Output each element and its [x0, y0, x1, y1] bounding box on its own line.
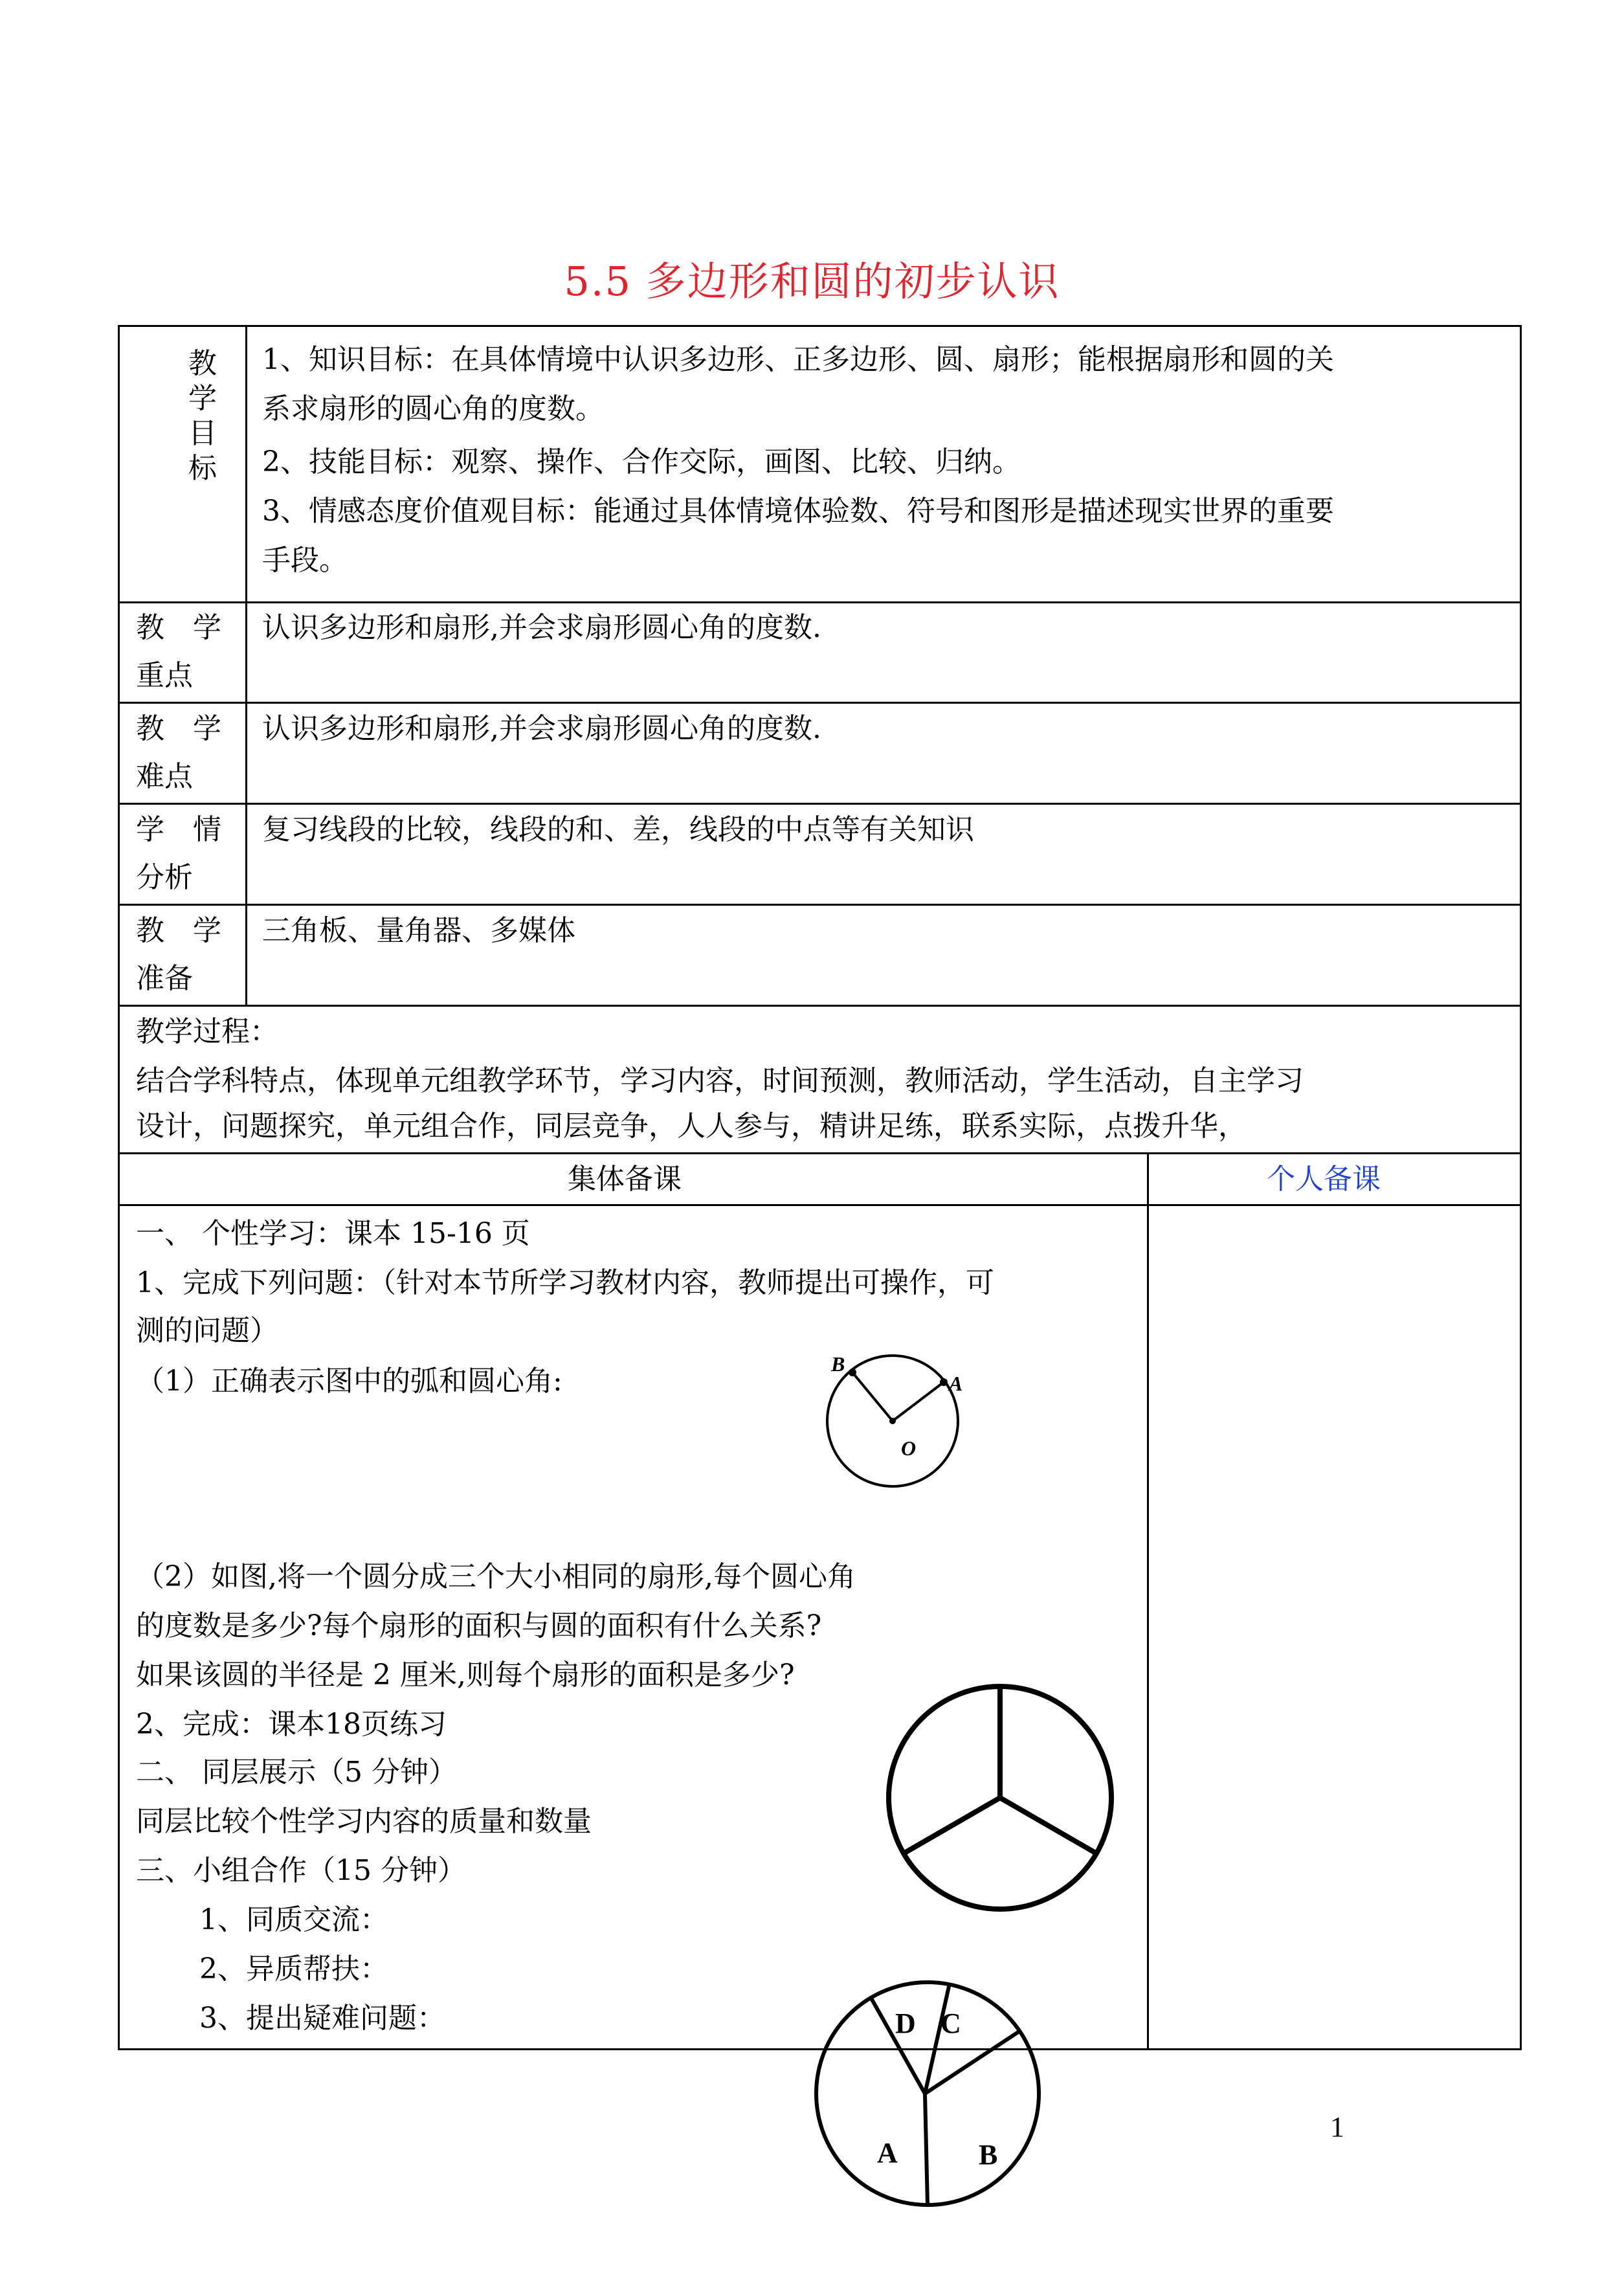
section-heading: 二、 同层展示（5 分钟）	[136, 1756, 457, 1789]
label-b: B	[979, 2139, 998, 2171]
four-sectors-figure	[812, 1974, 1052, 2214]
point-a	[940, 1378, 948, 1386]
question-text: 1、完成下列问题：（针对本节所学习教材内容，教师提出可操作，可	[136, 1266, 994, 1299]
label-o: O	[901, 1437, 917, 1460]
section-text: 同层比较个性学习内容的质量和数量	[136, 1805, 592, 1838]
goals-line: 1、知识目标：在具体情境中认识多边形、正多边形、圆、扇形；能根据扇形和圆的关	[262, 343, 1334, 376]
center-point	[889, 1418, 896, 1424]
label-a: A	[877, 2137, 898, 2169]
goals-line: 手段。	[262, 544, 348, 577]
three-sectors-figure	[880, 1678, 1120, 1918]
label-a: A	[949, 1372, 963, 1395]
goals-label-char: 标	[188, 452, 217, 485]
goals-label-char: 教	[188, 347, 217, 380]
sector-divider	[925, 2094, 928, 2205]
label-c: C	[940, 2008, 961, 2039]
step-text: 1、同质交流：	[199, 1903, 388, 1936]
row-divider	[118, 803, 1522, 805]
process-line: 设计，问题探究，单元组合作，同层竞争，人人参与，精讲足练，联系实际，点拨升华，	[136, 1110, 1247, 1143]
row-label: 难点	[136, 760, 193, 793]
row-content: 认识多边形和扇形,并会求扇形圆心角的度数.	[262, 611, 821, 644]
personal-header: 个人备课	[1267, 1163, 1381, 1196]
row-label: 教 学	[136, 914, 221, 947]
row-content: 三角板、量角器、多媒体	[262, 914, 575, 947]
question-text: 2、完成：课本18页练习	[136, 1708, 447, 1741]
row-divider	[118, 1152, 1522, 1154]
sector-divider	[1000, 1798, 1096, 1853]
page-title: 5.5 多边形和圆的初步认识	[564, 258, 1060, 305]
collective-header: 集体备课	[568, 1163, 682, 1196]
section-heading: 三、小组合作（15 分钟）	[136, 1854, 466, 1887]
step-text: 2、异质帮扶：	[199, 1952, 388, 1985]
row-label: 教 学	[136, 712, 221, 745]
table-border-left	[118, 325, 120, 2050]
radius-ob	[852, 1372, 893, 1421]
sector-divider	[925, 2031, 1020, 2094]
row-label: 重点	[136, 659, 193, 692]
point-b	[849, 1369, 856, 1376]
row-divider	[118, 1005, 1522, 1007]
column-divider	[1147, 1152, 1149, 2048]
question-text: （2）如图,将一个圆分成三个大小相同的扇形,每个圆心角	[136, 1560, 856, 1593]
row-divider	[118, 904, 1522, 906]
table-border-right	[1520, 325, 1522, 2050]
sector-divider	[904, 1798, 1000, 1853]
label-b: B	[831, 1352, 845, 1376]
label-d: D	[895, 2008, 916, 2039]
page-number: 1	[1330, 2111, 1344, 2143]
row-label: 分析	[136, 861, 193, 894]
row-label: 学 情	[136, 813, 221, 846]
table-border-top	[118, 325, 1522, 327]
radius-oa	[893, 1382, 944, 1421]
question-text: （1）正确表示图中的弧和圆心角:	[136, 1365, 562, 1398]
row-content: 复习线段的比较，线段的和、差，线段的中点等有关知识	[262, 813, 974, 846]
step-text: 3、提出疑难问题：	[199, 2002, 445, 2035]
question-text: 如果该圆的半径是 2 厘米,则每个扇形的面积是多少?	[136, 1659, 795, 1692]
goals-label-char: 学	[188, 382, 217, 415]
row-content: 认识多边形和扇形,并会求扇形圆心角的度数.	[262, 712, 821, 745]
process-line: 结合学科特点，体现单元组教学环节，学习内容，时间预测，教师活动，学生活动，自主学习	[136, 1064, 1304, 1097]
question-text: 的度数是多少?每个扇形的面积与圆的面积有什么关系?	[136, 1609, 822, 1642]
goals-line: 系求扇形的圆心角的度数。	[262, 392, 604, 425]
goals-line: 3、情感态度价值观目标：能通过具体情境体验数、符号和图形是描述现实世界的重要	[262, 495, 1334, 528]
goals-label-char: 目	[188, 417, 217, 450]
goals-line: 2、技能目标：观察、操作、合作交际，画图、比较、归纳。	[262, 445, 1021, 478]
row-label: 准备	[136, 962, 193, 995]
process-heading: 教学过程：	[136, 1015, 278, 1048]
row-label: 教 学	[136, 611, 221, 644]
question-text: 测的问题）	[136, 1314, 278, 1347]
row-divider	[118, 702, 1522, 704]
section-heading: 一、 个性学习：课本 15-16 页	[136, 1217, 530, 1250]
row-divider	[118, 1204, 1522, 1206]
arc-central-angle-figure	[809, 1340, 977, 1508]
